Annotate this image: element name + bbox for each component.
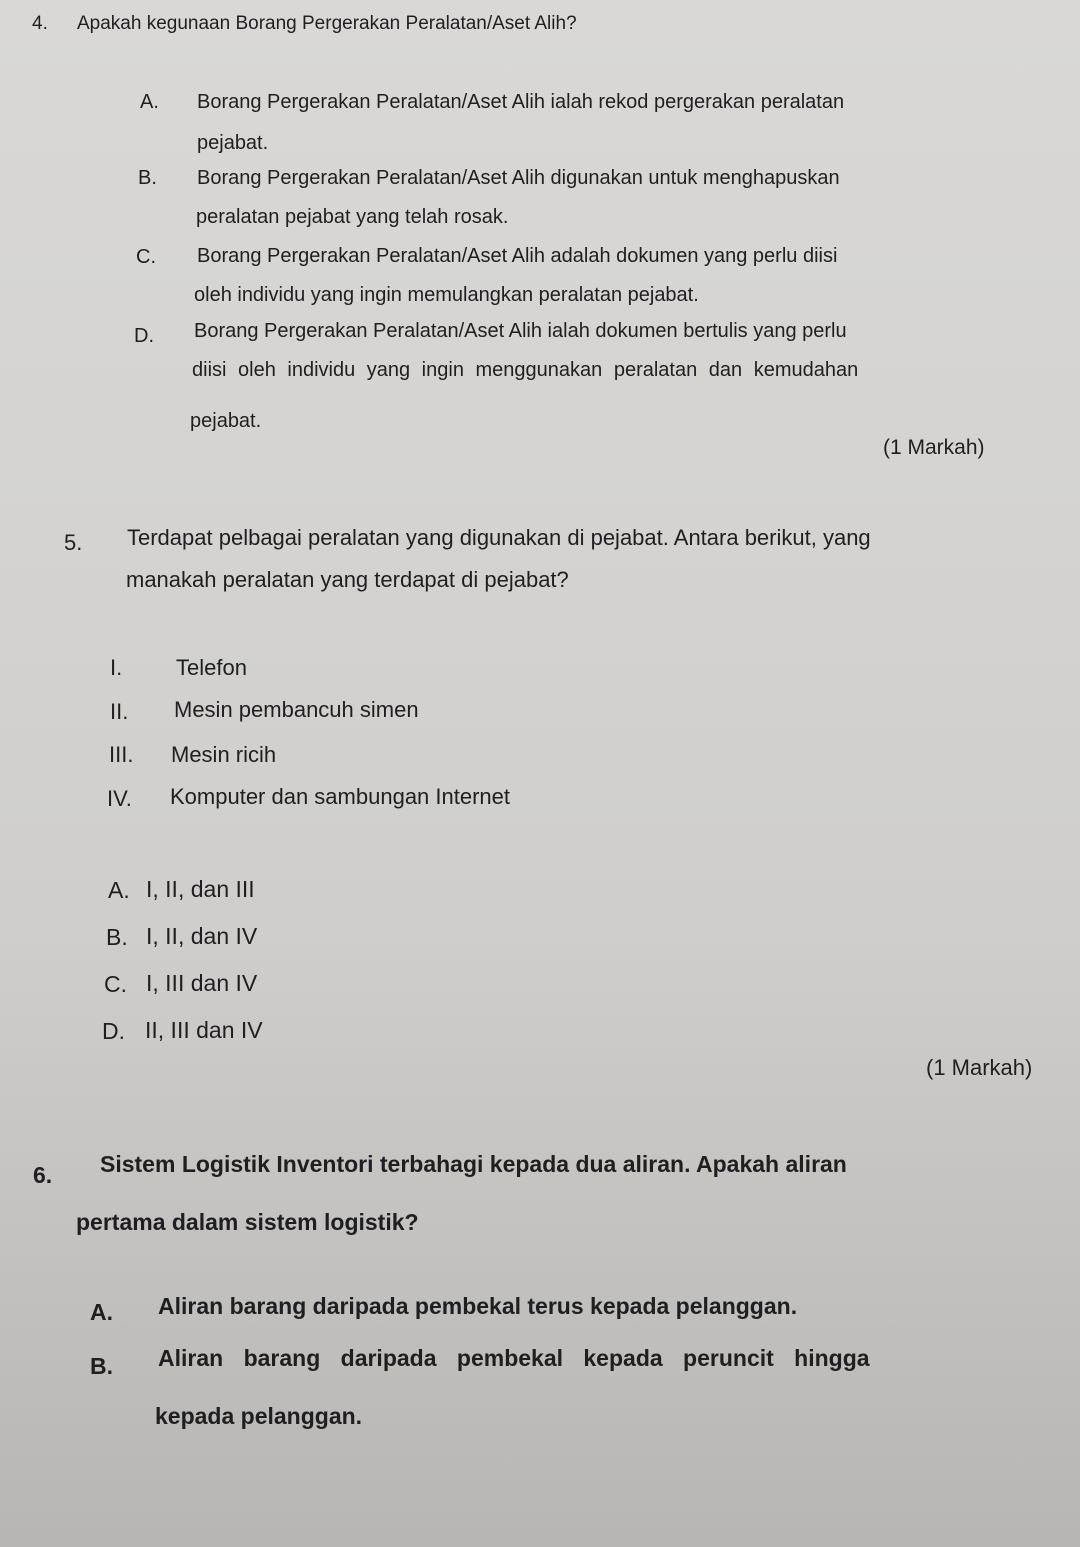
option-text: II, III dan IV <box>145 1017 263 1043</box>
question-text: Terdapat pelbagai peralatan yang digunakan di pejabat. Antara berikut, yang <box>127 525 871 550</box>
option-text: Borang Pergerakan Peralatan/Aset Alih ialah dokumen bertulis yang perlu <box>194 320 847 342</box>
question-text: Sistem Logistik Inventori terbahagi kepada dua aliran. Apakah aliran <box>100 1151 847 1177</box>
item-text: Komputer dan sambungan Internet <box>170 784 511 809</box>
option-text-justified <box>192 360 1012 380</box>
option-letter: B. <box>90 1353 113 1379</box>
option-text: kepada pelanggan. <box>155 1403 363 1429</box>
option-text: I, II, dan III <box>146 876 255 902</box>
option-letter: A. <box>108 877 130 903</box>
option-text: Borang Pergerakan Peralatan/Aset Alih digunakan untuk menghapuskan <box>197 167 840 189</box>
question-text: pertama dalam sistem logistik? <box>76 1209 419 1235</box>
option-text: Borang Pergerakan Peralatan/Aset Alih adalah dokumen yang perlu diisi <box>197 245 838 267</box>
item-text: Telefon <box>176 655 247 680</box>
option-text: I, II, dan IV <box>146 923 258 949</box>
item-text: Mesin ricih <box>171 742 277 767</box>
question-text: Apakah kegunaan Borang Pergerakan Peralatan/Aset Alih? <box>77 13 577 34</box>
marks-label: (1 Markah) <box>883 436 985 459</box>
option-letter: C. <box>136 246 156 268</box>
item-roman: III. <box>109 742 134 767</box>
item-roman: IV. <box>107 786 132 811</box>
option-text: diisi oleh individu yang ingin menggunakan peralatan dan kemudahan <box>192 359 859 381</box>
option-letter: A. <box>90 1299 113 1325</box>
option-letter: D. <box>134 325 154 347</box>
question-number: 6. <box>33 1162 53 1188</box>
item-roman: I. <box>110 655 123 680</box>
question-text: manakah peralatan yang terdapat di pejabat? <box>126 567 569 592</box>
item-text: Mesin pembancuh simen <box>174 697 419 722</box>
option-letter: B. <box>106 924 128 950</box>
option-text: Aliran barang daripada pembekal terus kepada pelanggan. <box>158 1293 798 1319</box>
option-text: Aliran barang daripada pembekal kepada peruncit hingga <box>158 1345 870 1371</box>
option-text: I, III dan IV <box>146 970 258 996</box>
option-text: pejabat. <box>190 410 262 432</box>
item-roman: II. <box>110 699 129 724</box>
option-letter: B. <box>138 167 157 189</box>
question-number: 5. <box>64 530 83 555</box>
option-text: pejabat. <box>197 132 269 154</box>
marks-label: (1 Markah) <box>926 1055 1033 1080</box>
option-letter: C. <box>104 971 127 997</box>
option-text: oleh individu yang ingin memulangkan peralatan pejabat. <box>194 284 699 306</box>
option-text: Borang Pergerakan Peralatan/Aset Alih ialah rekod pergerakan peralatan <box>197 91 845 113</box>
option-letter: D. <box>102 1018 125 1044</box>
option-text: peralatan pejabat yang telah rosak. <box>196 206 509 228</box>
question-number: 4. <box>32 13 48 34</box>
option-letter: A. <box>140 91 159 113</box>
